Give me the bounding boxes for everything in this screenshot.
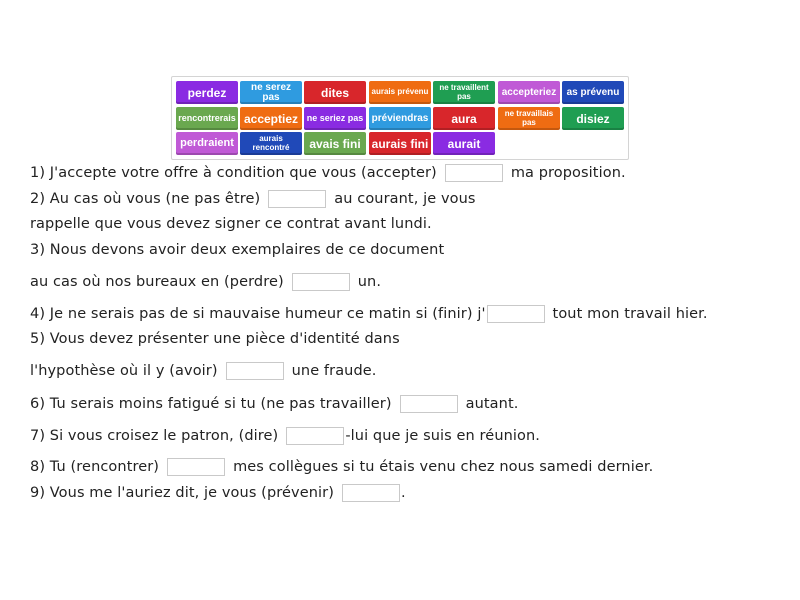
answer-blank-1[interactable] bbox=[445, 164, 503, 182]
tile-perdraient[interactable]: perdraient bbox=[176, 132, 238, 155]
sentence-2-end: rappelle que vous devez signer ce contrat avant lundi. bbox=[30, 216, 432, 232]
sentence-5-middle: l'hypothèse où il y (avoir) bbox=[30, 363, 218, 379]
answer-blank-2[interactable] bbox=[268, 190, 326, 208]
tile-aurais-rencontre[interactable]: aurais rencontré bbox=[240, 132, 302, 155]
tile-previendras[interactable]: préviendras bbox=[369, 107, 431, 130]
answer-blank-6[interactable] bbox=[400, 395, 458, 413]
sentence-4 bbox=[30, 303, 708, 325]
sentence-8-end: mes collègues si tu étais venu chez nous samedi dernier. bbox=[233, 459, 654, 475]
sentence-3 bbox=[30, 239, 444, 261]
tile-aurais-fini[interactable]: aurais fini bbox=[369, 132, 431, 155]
tile-perdez[interactable]: perdez bbox=[176, 81, 238, 104]
sentence-3-start: 3) Nous devons avoir deux exemplaires de ce document bbox=[30, 242, 445, 258]
answer-blank-5[interactable] bbox=[226, 362, 284, 380]
answer-blank-3[interactable] bbox=[292, 273, 350, 291]
sentence-2-continued bbox=[30, 213, 432, 235]
sentence-1-end: ma proposition. bbox=[510, 165, 626, 181]
tile-aurais-prevenu[interactable]: aurais prévenu bbox=[369, 81, 431, 104]
tile-ne-travaillais-pas[interactable]: ne travaillais pas bbox=[498, 107, 560, 130]
tile-acceptiez[interactable]: acceptiez bbox=[240, 107, 302, 130]
sentence-8 bbox=[30, 456, 653, 478]
sentence-5 bbox=[30, 328, 400, 350]
sentence-5-continued bbox=[30, 360, 377, 382]
answer-blank-9[interactable] bbox=[342, 484, 400, 502]
sentence-1-start: 1) J'accepte votre offre à condition que vous (accepter) bbox=[30, 165, 437, 181]
sentence-7 bbox=[30, 425, 540, 447]
tile-as-prevenu[interactable]: as prévenu bbox=[562, 81, 624, 104]
sentence-3-middle: au cas où nos bureaux en (perdre) bbox=[30, 274, 284, 290]
sentence-4-start: 4) Je ne serais pas de si mauvaise humeur ce matin si (finir) j' bbox=[30, 306, 486, 322]
tile-avais-fini[interactable]: avais fini bbox=[304, 132, 366, 155]
sentence-8-start: 8) Tu (rencontrer) bbox=[30, 459, 160, 475]
tile-dites[interactable]: dites bbox=[304, 81, 366, 104]
tile-ne-travaillent-pas[interactable]: ne travaillent pas bbox=[433, 81, 495, 104]
tile-aurait[interactable]: aurait bbox=[433, 132, 495, 155]
sentence-9 bbox=[30, 482, 406, 504]
sentence-3-end: un. bbox=[357, 274, 382, 290]
tile-aura[interactable]: aura bbox=[433, 107, 495, 130]
sentence-9-end: . bbox=[400, 485, 406, 501]
sentence-3-continued bbox=[30, 271, 381, 293]
tile-rencontrerais[interactable]: rencontrerais bbox=[176, 107, 238, 130]
answer-blank-4[interactable] bbox=[487, 305, 545, 323]
sentence-2 bbox=[30, 188, 476, 210]
sentence-2-start: 2) Au cas où vous (ne pas être) bbox=[30, 191, 261, 207]
sentence-2-middle: au courant, je vous bbox=[334, 191, 476, 207]
tile-ne-serez-pas[interactable]: ne serez pas bbox=[240, 81, 302, 104]
sentence-7-end: -lui que je suis en réunion. bbox=[345, 428, 540, 444]
sentence-5-start: 5) Vous devez présenter une pièce d'identité dans bbox=[30, 331, 400, 347]
sentence-5-end: une fraude. bbox=[291, 363, 377, 379]
answer-blank-7[interactable] bbox=[286, 427, 344, 445]
tile-accepteriez[interactable]: accepteriez bbox=[498, 81, 560, 104]
sentence-6 bbox=[30, 393, 518, 415]
sentence-1 bbox=[30, 162, 626, 184]
tile-ne-seriez-pas[interactable]: ne seriez pas bbox=[304, 107, 366, 130]
word-bank bbox=[171, 76, 629, 160]
sentence-9-start: 9) Vous me l'auriez dit, je vous (prévenir) bbox=[30, 485, 334, 501]
answer-blank-8[interactable] bbox=[167, 458, 225, 476]
sentence-7-start: 7) Si vous croisez le patron, (dire) bbox=[30, 428, 279, 444]
tile-disiez[interactable]: disiez bbox=[562, 107, 624, 130]
sentence-6-end: autant. bbox=[465, 396, 519, 412]
sentence-6-start: 6) Tu serais moins fatigué si tu (ne pas travailler) bbox=[30, 396, 392, 412]
sentence-4-end: tout mon travail hier. bbox=[552, 306, 708, 322]
